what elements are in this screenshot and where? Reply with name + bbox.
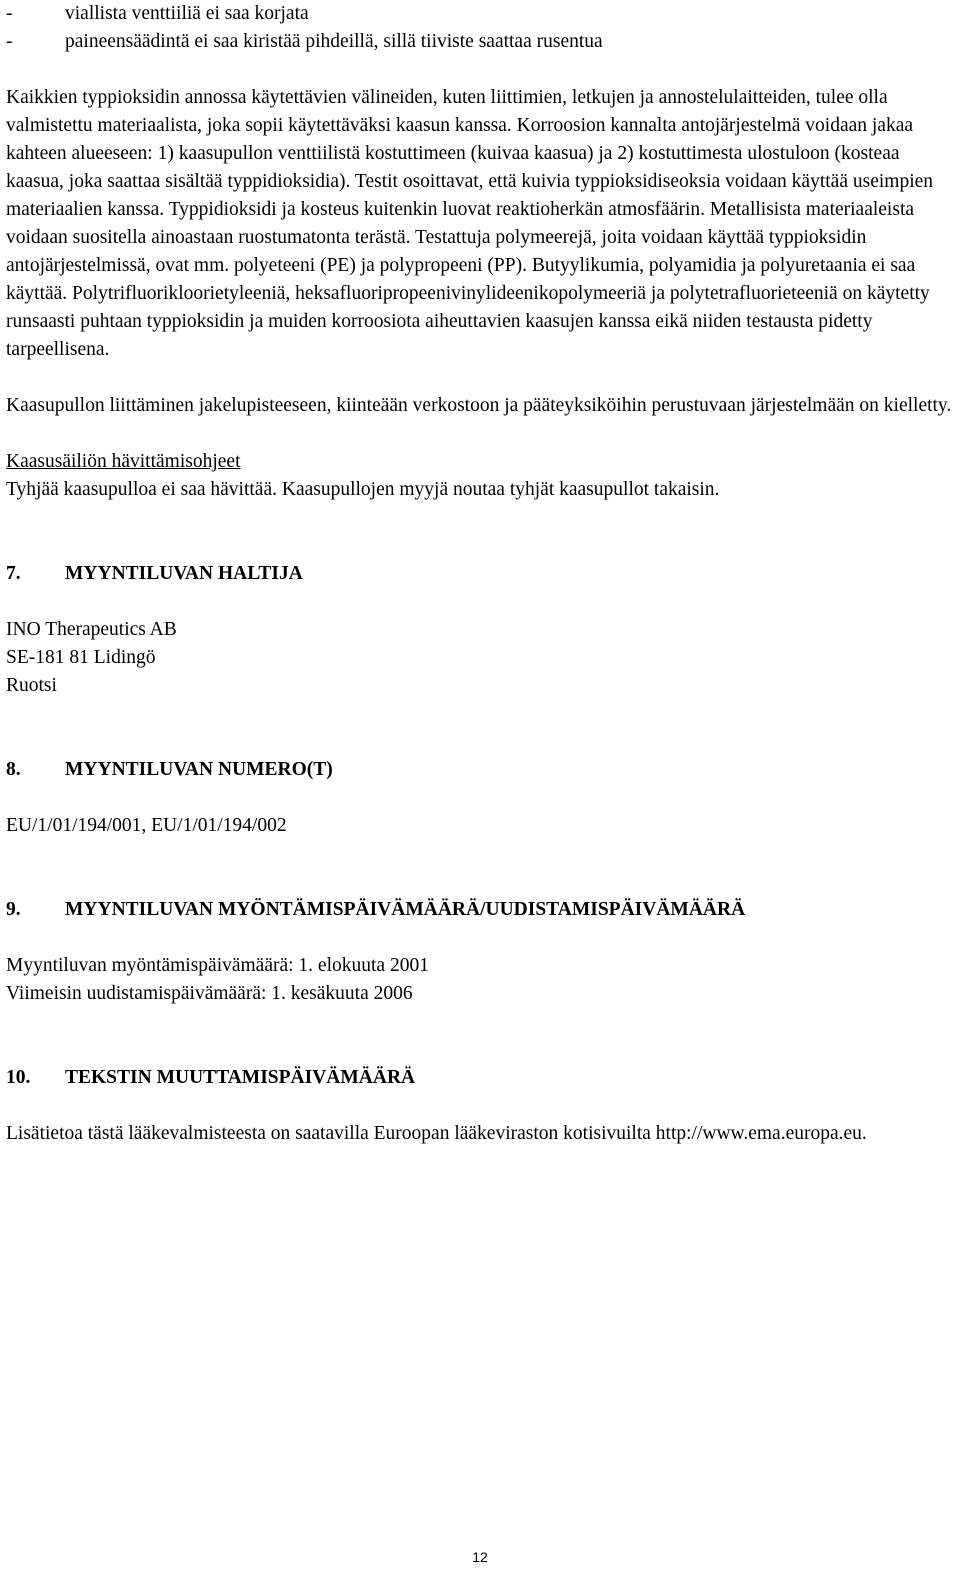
bullet-text: viallista venttiiliä ei saa korjata [65, 3, 309, 24]
section-number: 8. [6, 759, 21, 780]
section-title: TEKSTIN MUUTTAMISPÄIVÄMÄÄRÄ [65, 1067, 416, 1088]
page-number-label: 12 [472, 1549, 488, 1565]
section-title: MYYNTILUVAN NUMERO(T) [65, 759, 333, 780]
holder-name: INO Therapeutics AB [6, 619, 177, 640]
materials-paragraph: Kaikkien typpioksidin annossa käytettävien välineiden, kuten liittimien, letkujen ja annostelulaitteiden, tulee olla valmistettu materiaalista, joka sopii käytettäväksi kaasun kanssa. Korroosion kannalta antojärjestelmä voidaan jakaa kahteen alueeseen: 1) kaasupullon venttiilistä kostuttimeen (kuivaa kaasua) ja 2) kostuttimesta ulostuloon (kosteaa kaasua, joka saattaa sisältää typpidioksidia). Testit osoittavat, että kuivia typpioksidiseoksia voidaan käyttää useimpien materiaalien kanssa. Typpidioksidi ja kosteus kuitenkin luovat reaktioherkän atmosfäärin. Metallisista materiaaleista voidaan suositella ainoastaan ruostumatonta terästä. Testattuja polymeerejä, joita voidaan käyttää typpioksidin antojärjestelmissä, ovat mm. polyeteeni (PE) ja polypropeeni (PP). Butyylikumia, polyamidia ja polyuretaania ei saa käyttää. Polytrifluorikloorietyleeniä, heksafluoripropeenivinylideenikopolymeeriä ja polytetrafluorieteeniä on käytetty runsaasti puhtaan typpioksidin ja muiden korroosiota aiheuttavien kaasujen kanssa eikä niiden testausta pidetty tarpeellisena. [6, 87, 934, 360]
document-page [6, 0, 956, 1148]
section-number: 7. [6, 563, 21, 584]
disposal-heading: Kaasusäiliön hävittämisohjeet [6, 451, 241, 472]
section-number: 9. [6, 899, 21, 920]
section-title: MYYNTILUVAN MYÖNTÄMISPÄIVÄMÄÄRÄ/UUDISTAMISPÄIVÄMÄÄRÄ [65, 899, 746, 920]
revision-info: Lisätietoa tästä lääkevalmisteesta on saatavilla Euroopan lääkeviraston kotisivuilta http://www.ema.europa.eu. [6, 1123, 867, 1144]
section-10-heading [6, 1064, 956, 1092]
section-9-heading [6, 896, 956, 924]
list-item [6, 0, 956, 28]
authorisation-numbers: EU/1/01/194/001, EU/1/01/194/002 [6, 815, 287, 836]
bullet-list [6, 0, 956, 56]
page-number [0, 1548, 960, 1566]
section-number: 10. [6, 1067, 31, 1088]
section-8-heading [6, 756, 956, 784]
first-authorisation-date: Myyntiluvan myöntämispäivämäärä: 1. elokuuta 2001 [6, 955, 429, 976]
bullet-text: paineensäädintä ei saa kiristää pihdeillä, sillä tiiviste saattaa rusentua [65, 31, 603, 52]
holder-country: Ruotsi [6, 675, 57, 696]
connection-paragraph: Kaasupullon liittäminen jakelupisteeseen, kiinteään verkostoon ja pääteyksiköihin perustuvaan järjestelmään on kielletty. [6, 395, 952, 416]
bullet-marker: - [6, 3, 13, 24]
renewal-date: Viimeisin uudistamispäivämäärä: 1. kesäkuuta 2006 [6, 983, 413, 1004]
section-7-heading [6, 560, 956, 588]
disposal-text: Tyhjää kaasupulloa ei saa hävittää. Kaasupullojen myyjä noutaa tyhjät kaasupullot takaisin. [6, 479, 720, 500]
list-item [6, 28, 956, 56]
holder-address: SE-181 81 Lidingö [6, 647, 156, 668]
bullet-marker: - [6, 31, 13, 52]
section-title: MYYNTILUVAN HALTIJA [65, 563, 303, 584]
